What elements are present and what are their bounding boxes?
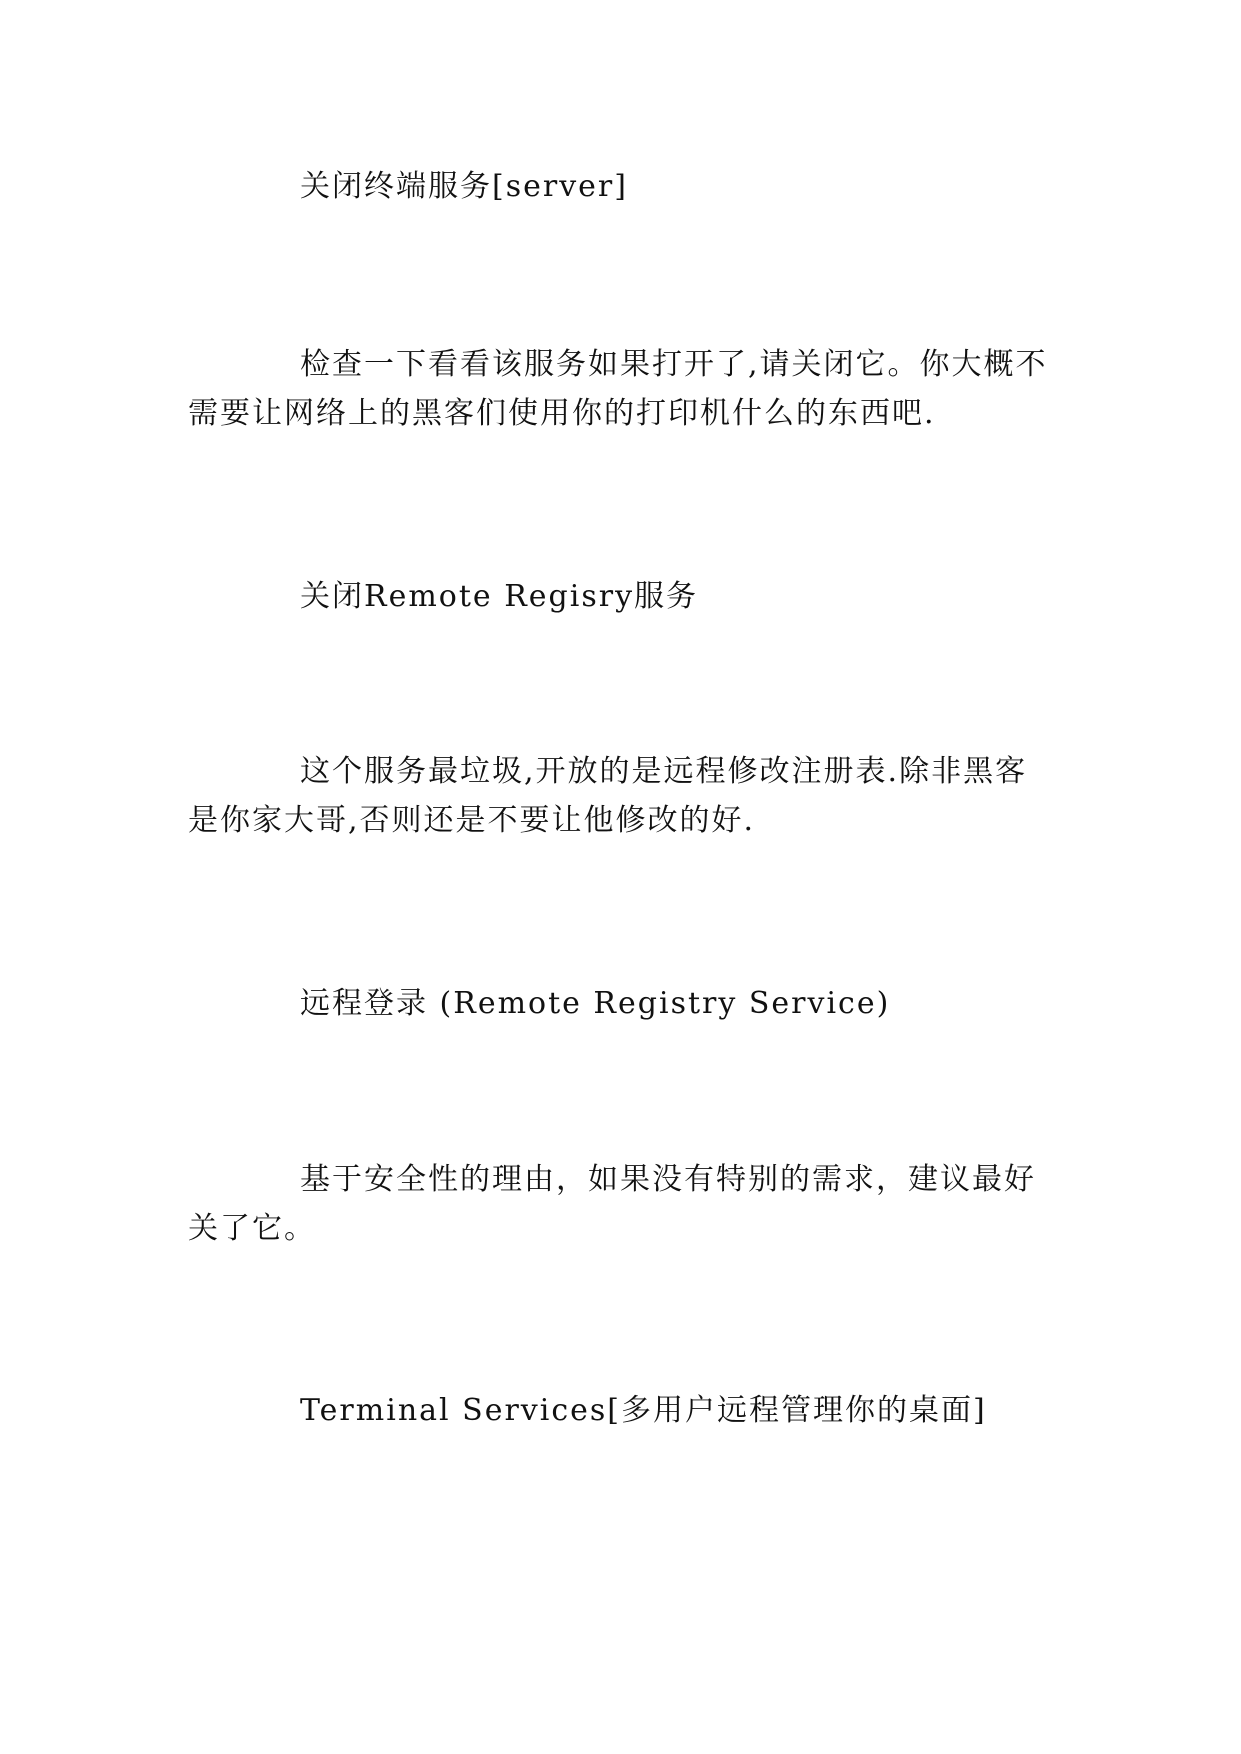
- heading-remote-login: 远程登录 (Remote Registry Service): [300, 986, 891, 1021]
- heading-close-remote-registry: 关闭Remote Regisry服务: [300, 579, 699, 614]
- heading-close-server-service: 关闭终端服务[server]: [300, 169, 628, 204]
- paragraph-remote-registry-warning: 这个服务最垃圾,开放的是远程修改注册表.除非黑客是你家大哥,否则还是不要让他修改的好.: [188, 754, 1028, 838]
- heading-terminal-services: Terminal Services[多用户远程管理你的桌面]: [300, 1393, 987, 1428]
- paragraph-security-advice: 基于安全性的理由，如果没有特别的需求，建议最好关了它。: [188, 1162, 1036, 1246]
- paragraph-check-service: 检查一下看看该服务如果打开了,请关闭它。你大概不需要让网络上的黑客们使用你的打印机什么的东西吧.: [188, 347, 1048, 431]
